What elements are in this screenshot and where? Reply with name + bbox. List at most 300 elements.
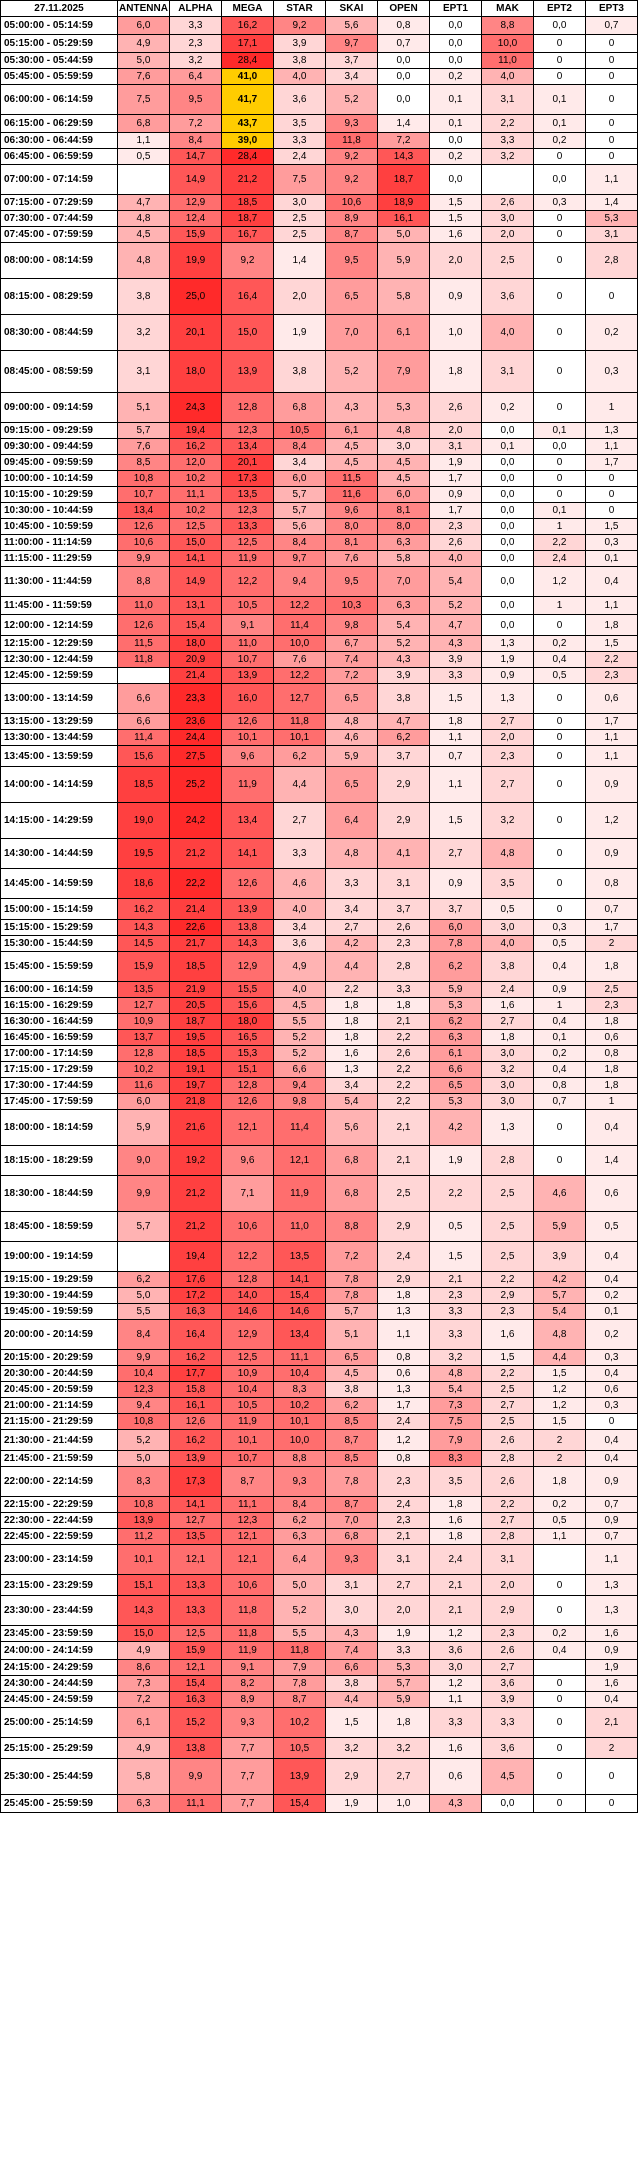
rating-cell: 7,5 [118, 85, 170, 115]
rating-cell: 0,0 [482, 535, 534, 551]
rating-cell: 7,2 [378, 133, 430, 149]
rating-cell: 2,6 [378, 920, 430, 936]
time-slot: 17:00:00 - 17:14:59 [1, 1046, 118, 1062]
rating-cell: 5,2 [378, 636, 430, 652]
rating-cell: 1,1 [534, 1529, 586, 1545]
rating-cell: 6,4 [170, 69, 222, 85]
rating-cell: 4,0 [482, 69, 534, 85]
rating-cell: 15,4 [274, 1795, 326, 1813]
rating-cell: 3,0 [482, 1078, 534, 1094]
rating-cell: 3,0 [482, 1046, 534, 1062]
rating-cell: 1,8 [378, 1708, 430, 1738]
rating-cell: 5,1 [118, 393, 170, 423]
header-antenna: ANTENNA [118, 1, 170, 17]
rating-cell: 4,2 [534, 1272, 586, 1288]
rating-cell: 12,6 [222, 869, 274, 899]
time-slot: 23:45:00 - 23:59:59 [1, 1626, 118, 1642]
table-row [1, 1660, 638, 1676]
time-slot: 13:30:00 - 13:44:59 [1, 730, 118, 746]
rating-cell: 9,2 [326, 165, 378, 195]
rating-cell: 6,2 [430, 952, 482, 982]
rating-cell: 11,5 [118, 636, 170, 652]
rating-cell: 0,7 [430, 746, 482, 767]
time-slot: 19:15:00 - 19:29:59 [1, 1272, 118, 1288]
rating-cell: 11,0 [482, 53, 534, 69]
rating-cell: 4,8 [378, 423, 430, 439]
rating-cell: 21,2 [170, 1176, 222, 1212]
rating-cell: 14,1 [170, 551, 222, 567]
rating-cell: 24,4 [170, 730, 222, 746]
rating-cell: 5,7 [326, 1304, 378, 1320]
rating-cell: 5,0 [378, 227, 430, 243]
rating-cell: 12,2 [222, 1242, 274, 1272]
rating-cell: 23,6 [170, 714, 222, 730]
rating-cell: 5,5 [274, 1014, 326, 1030]
rating-cell: 2 [586, 936, 638, 952]
rating-cell: 0,0 [430, 165, 482, 195]
table-row [1, 1451, 638, 1467]
rating-cell: 8,4 [118, 1320, 170, 1350]
rating-cell: 3,2 [482, 149, 534, 165]
rating-cell: 3,0 [482, 920, 534, 936]
rating-cell: 0,0 [534, 439, 586, 455]
rating-cell: 3,4 [274, 920, 326, 936]
rating-cell: 3,2 [378, 1738, 430, 1759]
table-row [1, 920, 638, 936]
rating-cell: 2,7 [482, 1513, 534, 1529]
rating-cell: 0,2 [534, 636, 586, 652]
header-ept3: EPT3 [586, 1, 638, 17]
rating-cell: 2,5 [378, 1176, 430, 1212]
rating-cell: 17,3 [222, 471, 274, 487]
rating-cell: 0,5 [482, 899, 534, 920]
rating-cell: 0 [586, 53, 638, 69]
table-row [1, 668, 638, 684]
rating-cell: 10,4 [222, 1382, 274, 1398]
table-row [1, 1596, 638, 1626]
time-slot: 14:00:00 - 14:14:59 [1, 767, 118, 803]
rating-cell: 8,5 [118, 455, 170, 471]
rating-cell: 1,6 [482, 998, 534, 1014]
rating-cell: 15,3 [222, 1046, 274, 1062]
rating-cell: 18,7 [170, 1014, 222, 1030]
rating-cell: 16,4 [170, 1320, 222, 1350]
rating-cell: 13,4 [222, 439, 274, 455]
rating-cell: 0,1 [534, 1030, 586, 1046]
rating-cell: 4,5 [326, 455, 378, 471]
rating-cell: 5,4 [326, 1094, 378, 1110]
table-row [1, 195, 638, 211]
rating-cell: 3,3 [482, 1708, 534, 1738]
rating-cell: 0 [534, 1738, 586, 1759]
rating-cell: 0,1 [482, 439, 534, 455]
table-row [1, 597, 638, 615]
rating-cell: 10,0 [274, 1430, 326, 1451]
time-slot: 09:45:00 - 09:59:59 [1, 455, 118, 471]
rating-cell: 10,7 [222, 652, 274, 668]
rating-cell: 18,7 [378, 165, 430, 195]
rating-cell: 6,2 [274, 1513, 326, 1529]
rating-cell: 2,7 [482, 1014, 534, 1030]
rating-cell: 3,4 [326, 899, 378, 920]
rating-cell: 1,9 [274, 315, 326, 351]
time-slot: 18:45:00 - 18:59:59 [1, 1212, 118, 1242]
rating-cell [118, 165, 170, 195]
rating-cell: 5,9 [534, 1212, 586, 1242]
rating-cell: 5,4 [430, 567, 482, 597]
rating-cell: 9,2 [274, 17, 326, 35]
rating-cell: 0,4 [586, 1451, 638, 1467]
rating-cell: 1,5 [430, 1242, 482, 1272]
rating-cell: 0,7 [586, 1529, 638, 1545]
rating-cell: 0 [534, 227, 586, 243]
rating-cell: 0,0 [378, 69, 430, 85]
rating-cell: 0,9 [586, 839, 638, 869]
time-slot: 10:00:00 - 10:14:59 [1, 471, 118, 487]
rating-cell: 11,1 [170, 487, 222, 503]
rating-cell: 2,8 [482, 1146, 534, 1176]
table-body [1, 17, 638, 1813]
rating-cell: 3,6 [482, 279, 534, 315]
rating-cell: 6,8 [274, 393, 326, 423]
rating-cell: 9,6 [326, 503, 378, 519]
rating-cell: 6,3 [274, 1529, 326, 1545]
rating-cell: 3,1 [430, 439, 482, 455]
rating-cell: 1,1 [430, 730, 482, 746]
rating-cell: 0 [586, 471, 638, 487]
table-row [1, 85, 638, 115]
rating-cell: 16,2 [118, 899, 170, 920]
rating-cell: 2,7 [326, 920, 378, 936]
rating-cell: 0 [534, 899, 586, 920]
table-row [1, 869, 638, 899]
table-row [1, 1242, 638, 1272]
rating-cell: 1,7 [586, 455, 638, 471]
rating-cell: 13,9 [222, 668, 274, 684]
rating-cell: 0 [534, 1759, 586, 1795]
time-slot: 05:00:00 - 05:14:59 [1, 17, 118, 35]
rating-cell: 1 [586, 1094, 638, 1110]
rating-cell [482, 165, 534, 195]
rating-cell: 8,3 [118, 1467, 170, 1497]
rating-cell: 0,1 [534, 423, 586, 439]
rating-cell: 10,8 [118, 471, 170, 487]
rating-cell: 2,9 [482, 1596, 534, 1626]
rating-cell: 7,3 [118, 1676, 170, 1692]
rating-cell: 0,0 [482, 519, 534, 535]
rating-cell: 8,8 [326, 1212, 378, 1242]
rating-cell: 0,9 [586, 767, 638, 803]
rating-cell: 0 [534, 455, 586, 471]
rating-cell: 3,8 [118, 279, 170, 315]
time-slot: 15:00:00 - 15:14:59 [1, 899, 118, 920]
rating-cell: 2,5 [586, 982, 638, 998]
rating-cell: 18,5 [170, 952, 222, 982]
rating-cell: 12,5 [170, 1626, 222, 1642]
rating-cell: 6,4 [274, 1545, 326, 1575]
rating-cell: 4,8 [326, 839, 378, 869]
rating-cell: 24,2 [170, 803, 222, 839]
rating-cell: 16,3 [170, 1692, 222, 1708]
rating-cell: 2,5 [482, 243, 534, 279]
rating-cell: 2,4 [378, 1497, 430, 1513]
rating-cell: 0,4 [586, 1272, 638, 1288]
rating-cell: 2,6 [430, 535, 482, 551]
rating-cell: 1,1 [378, 1320, 430, 1350]
rating-cell: 15,0 [170, 535, 222, 551]
rating-cell: 11,9 [222, 551, 274, 567]
time-slot: 20:15:00 - 20:29:59 [1, 1350, 118, 1366]
rating-cell: 8,7 [326, 1497, 378, 1513]
table-row [1, 1350, 638, 1366]
rating-cell: 0 [534, 1795, 586, 1813]
table-row [1, 1708, 638, 1738]
rating-cell: 0,4 [534, 1062, 586, 1078]
rating-cell: 1,8 [534, 1467, 586, 1497]
rating-cell: 0,2 [534, 133, 586, 149]
time-slot: 24:00:00 - 24:14:59 [1, 1642, 118, 1660]
rating-cell: 1,8 [430, 351, 482, 393]
rating-cell: 11,6 [118, 1078, 170, 1094]
rating-cell: 10,3 [326, 597, 378, 615]
rating-cell: 10,1 [274, 730, 326, 746]
rating-cell: 4,6 [534, 1176, 586, 1212]
rating-cell: 9,6 [222, 746, 274, 767]
rating-cell: 0,5 [534, 668, 586, 684]
rating-cell: 19,9 [170, 243, 222, 279]
rating-cell: 2,8 [482, 1451, 534, 1467]
rating-cell: 0 [534, 746, 586, 767]
rating-cell: 7,6 [274, 652, 326, 668]
rating-cell: 13,9 [222, 899, 274, 920]
time-slot: 09:15:00 - 09:29:59 [1, 423, 118, 439]
rating-cell: 5,4 [378, 615, 430, 636]
table-row [1, 503, 638, 519]
rating-cell: 4,3 [430, 1795, 482, 1813]
rating-cell: 5,6 [274, 519, 326, 535]
rating-cell: 12,8 [118, 1046, 170, 1062]
rating-cell: 13,8 [170, 1738, 222, 1759]
time-slot: 14:30:00 - 14:44:59 [1, 839, 118, 869]
rating-cell: 11,8 [118, 652, 170, 668]
rating-cell: 5,0 [118, 53, 170, 69]
rating-cell: 12,8 [222, 393, 274, 423]
rating-cell: 2,2 [482, 1272, 534, 1288]
rating-cell: 2,2 [482, 1497, 534, 1513]
rating-cell: 0,6 [378, 1366, 430, 1382]
rating-cell: 5,2 [274, 1046, 326, 1062]
table-row [1, 1320, 638, 1350]
rating-cell: 0,4 [586, 1110, 638, 1146]
rating-cell: 2,3 [378, 936, 430, 952]
rating-cell: 0,9 [586, 1642, 638, 1660]
rating-cell: 12,2 [274, 668, 326, 684]
rating-cell: 9,7 [326, 35, 378, 53]
rating-cell: 20,1 [170, 315, 222, 351]
rating-cell: 6,2 [430, 1014, 482, 1030]
table-row [1, 315, 638, 351]
rating-cell: 0,7 [586, 1497, 638, 1513]
rating-cell: 0,4 [586, 567, 638, 597]
rating-cell: 11,9 [222, 767, 274, 803]
rating-cell: 3,3 [274, 839, 326, 869]
rating-cell: 12,3 [118, 1382, 170, 1398]
time-slot: 19:45:00 - 19:59:59 [1, 1304, 118, 1320]
rating-cell: 2,9 [378, 767, 430, 803]
rating-cell: 13,9 [274, 1759, 326, 1795]
table-row [1, 1759, 638, 1795]
rating-cell: 4,5 [118, 227, 170, 243]
rating-cell: 6,6 [274, 1062, 326, 1078]
rating-cell: 12,5 [170, 519, 222, 535]
rating-cell: 5,2 [326, 85, 378, 115]
time-slot: 14:45:00 - 14:59:59 [1, 869, 118, 899]
rating-cell: 5,8 [378, 279, 430, 315]
rating-cell: 11,8 [326, 133, 378, 149]
rating-cell: 2,0 [378, 1596, 430, 1626]
rating-cell: 8,2 [222, 1676, 274, 1692]
rating-cell: 0,4 [534, 652, 586, 668]
rating-cell: 14,9 [170, 567, 222, 597]
rating-cell: 18,0 [170, 636, 222, 652]
time-slot: 13:45:00 - 13:59:59 [1, 746, 118, 767]
rating-cell: 10,2 [170, 503, 222, 519]
rating-cell: 4,0 [274, 69, 326, 85]
rating-cell: 1,3 [378, 1382, 430, 1398]
time-slot: 11:15:00 - 11:29:59 [1, 551, 118, 567]
rating-cell: 15,1 [118, 1575, 170, 1596]
rating-cell: 1,4 [274, 243, 326, 279]
rating-cell: 0,3 [586, 535, 638, 551]
rating-cell: 0,3 [534, 920, 586, 936]
rating-cell: 12,1 [222, 1545, 274, 1575]
rating-cell: 12,7 [170, 1513, 222, 1529]
rating-cell: 0 [534, 351, 586, 393]
rating-cell: 6,0 [274, 471, 326, 487]
rating-cell: 6,3 [118, 1795, 170, 1813]
rating-cell: 1,6 [326, 1046, 378, 1062]
rating-cell: 2,4 [430, 1545, 482, 1575]
table-row [1, 211, 638, 227]
rating-cell: 9,8 [274, 1094, 326, 1110]
rating-cell: 1,9 [430, 455, 482, 471]
rating-cell: 13,5 [222, 487, 274, 503]
time-slot: 16:30:00 - 16:44:59 [1, 1014, 118, 1030]
table-row [1, 998, 638, 1014]
rating-cell: 10,5 [274, 1738, 326, 1759]
time-slot: 16:00:00 - 16:14:59 [1, 982, 118, 998]
table-row [1, 1795, 638, 1813]
rating-cell: 9,7 [274, 551, 326, 567]
rating-cell: 6,5 [430, 1078, 482, 1094]
time-slot: 17:30:00 - 17:44:59 [1, 1078, 118, 1094]
rating-cell: 15,6 [222, 998, 274, 1014]
rating-cell: 14,1 [170, 1497, 222, 1513]
rating-cell: 23,3 [170, 684, 222, 714]
rating-cell: 2,2 [534, 535, 586, 551]
rating-cell: 3,1 [118, 351, 170, 393]
rating-cell: 9,9 [118, 1176, 170, 1212]
rating-cell: 9,3 [326, 1545, 378, 1575]
time-slot: 05:45:00 - 05:59:59 [1, 69, 118, 85]
rating-cell: 0,3 [534, 195, 586, 211]
rating-cell: 0 [534, 714, 586, 730]
table-row [1, 1078, 638, 1094]
rating-cell: 11,4 [118, 730, 170, 746]
rating-cell: 0 [586, 133, 638, 149]
rating-cell: 1,7 [430, 503, 482, 519]
table-row [1, 551, 638, 567]
rating-cell: 8,4 [274, 439, 326, 455]
rating-cell: 3,0 [274, 195, 326, 211]
rating-cell: 10,1 [222, 730, 274, 746]
rating-cell: 0,9 [430, 279, 482, 315]
rating-cell: 3,1 [586, 227, 638, 243]
rating-cell: 9,1 [222, 1660, 274, 1676]
rating-cell: 6,5 [326, 684, 378, 714]
rating-cell: 2,0 [482, 1575, 534, 1596]
rating-cell: 6,6 [430, 1062, 482, 1078]
rating-cell: 5,0 [274, 1575, 326, 1596]
rating-cell: 12,1 [170, 1545, 222, 1575]
rating-cell: 18,7 [222, 211, 274, 227]
rating-cell: 16,1 [170, 1398, 222, 1414]
rating-cell: 2,3 [430, 1288, 482, 1304]
rating-cell: 10,8 [118, 1497, 170, 1513]
rating-cell: 19,1 [170, 1062, 222, 1078]
rating-cell: 0,0 [430, 35, 482, 53]
rating-cell: 11,8 [222, 1596, 274, 1626]
rating-cell: 7,8 [430, 936, 482, 952]
rating-cell: 2,2 [378, 1062, 430, 1078]
rating-cell: 0,2 [534, 1497, 586, 1513]
rating-cell: 3,7 [430, 899, 482, 920]
table-row [1, 1062, 638, 1078]
rating-cell: 2,6 [378, 1046, 430, 1062]
rating-cell: 0,1 [586, 1304, 638, 1320]
rating-cell: 2,6 [482, 1642, 534, 1660]
rating-cell: 7,9 [430, 1430, 482, 1451]
rating-cell: 4,6 [326, 730, 378, 746]
rating-cell: 1,7 [378, 1398, 430, 1414]
rating-cell: 15,5 [222, 982, 274, 998]
time-slot: 09:00:00 - 09:14:59 [1, 393, 118, 423]
rating-cell: 4,8 [482, 839, 534, 869]
rating-cell: 4,4 [274, 767, 326, 803]
rating-cell: 5,3 [430, 998, 482, 1014]
rating-cell: 4,3 [378, 652, 430, 668]
rating-cell: 3,3 [482, 133, 534, 149]
rating-cell: 0,0 [430, 17, 482, 35]
rating-cell: 9,2 [326, 149, 378, 165]
rating-cell: 2,0 [430, 243, 482, 279]
time-slot: 10:30:00 - 10:44:59 [1, 503, 118, 519]
table-row [1, 1046, 638, 1062]
rating-cell: 17,6 [170, 1272, 222, 1288]
rating-cell: 0 [534, 1676, 586, 1692]
rating-cell: 0 [534, 684, 586, 714]
time-slot: 05:15:00 - 05:29:59 [1, 35, 118, 53]
rating-cell: 16,2 [170, 439, 222, 455]
rating-cell: 19,0 [118, 803, 170, 839]
rating-cell: 4,7 [430, 615, 482, 636]
rating-cell: 3,7 [378, 746, 430, 767]
time-slot: 12:00:00 - 12:14:59 [1, 615, 118, 636]
rating-cell: 18,5 [118, 767, 170, 803]
rating-cell: 24,3 [170, 393, 222, 423]
table-row [1, 899, 638, 920]
rating-cell: 0 [534, 487, 586, 503]
